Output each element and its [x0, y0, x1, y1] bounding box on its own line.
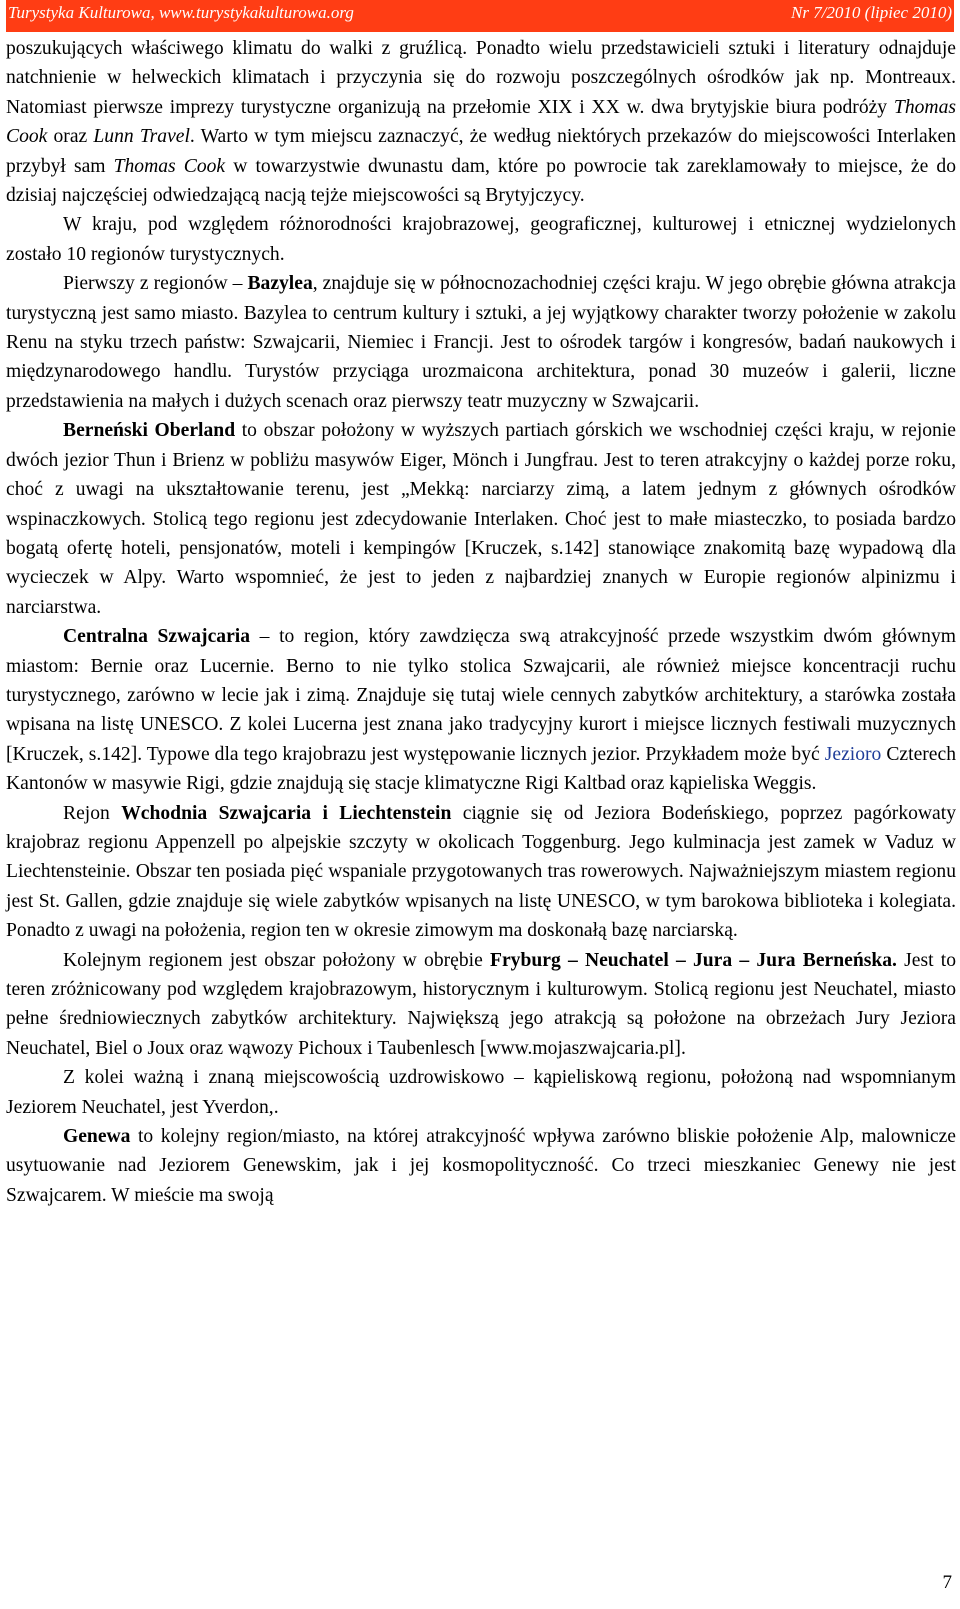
running-header [6, 0, 954, 31]
header-issue-number: Nr 7/2010 (lipiec 2010) [790, 3, 952, 22]
region-name-jura: Fryburg – Neuchatel – Jura – Jura Berneńska. [490, 949, 897, 971]
article-body [6, 34, 956, 1210]
paragraph-eastern: Rejon Wchodnia Szwajcaria i Liechtenstein ciągnie się od Jeziora Bodeńskiego, poprzez pagórkowaty krajobraz regionu Appenzell po alpejskie szczyty w okolicach Toggenburg. Jego kulminacja jest zamek w Vaduz w Liechtensteinie. Obszar ten posiada pięć wspaniale przygotowanych tras rowerowych. Najważniejszym miastem regionu jest St. Gallen, gdzie znajduje się wiele zabytków wpisanych na listę UNESCO, w tym barokowa biblioteka i kolegiata. Ponadto z uwagi na położenia, region ten w okresie zimowym ma doskonałą bazę narciarską. [6, 802, 956, 942]
paragraph-genewa: Genewa to kolejny region/miasto, na której atrakcyjność wpływa zarówno bliskie położenie Alp, malowniczе usytuowanie nad Jeziorem Genewskim, jak i jej kosmopolityczność. Co trzeci mieszkaniec Genewy nie jest Szwajcarem. W mieście ma swoją [6, 1126, 956, 1206]
paragraph-central: Centralna Szwajcaria – to region, który zawdzięcza swą atrakcyjność przede wszystkim dwóm głównym miastom: Bernie oraz Lucernie. Berno to nie tylko stolica Szwajcarii, ale również miejsce koncentracji ruchu turystycznego, zarówno w lecie jak i zimą. Znajduje się tutaj wiele cennych zabytków architektury, a starówka została wpisana na listę UNESCO. Z kolei Lucerna jest znana jako tradycyjny kurort i miejsce licznych festiwali muzycznych [Kruczek, s.142]. Typowe dla tego krajobrazu jest występowanie licznych jezior. Przykładem może być Jezioro Czterech Kantonów w masywie Rigi, gdzie znajdują się stacje klimatyczne Rigi Kaltbad oraz kąpieliska Weggis. [6, 626, 956, 795]
region-name-central: Centralna Szwajcaria [63, 626, 251, 648]
paragraph-regions-intro: W kraju, pod względem różnorodności krajobrazowej, geograficznej, kulturowej i etnicznej wydzielonych zostało 10 regionów turystycznych. [6, 214, 956, 265]
paragraph-history: poszukujących właściwego klimatu do walki z gruźlicą. Ponadto wielu przedstawicieli sztuki i literatury odnajduje natchnienie w helweckich klimatach i przyczynia się do rozwoju poszczególnych ośrodków jak np. Montreaux. Natomiast pierwsze imprezy turystyczne organizują na przełomie XIX i XX w. dwa brytyjskie biura podróży Thomas Cook oraz Lunn Travel. Warto w tym miejscu zaznaczyć, że według niektórych przekazów do miejscowości Interlaken przybył sam Thomas Cook w towarzystwie dwunastu dam, które po powrocie tak zareklamowały to miejsce, że do dzisiaj najczęściej odwiedzającą nacją tejże miejscowości są Brytyjczycy. [6, 38, 956, 207]
region-name-genewa: Genewa [63, 1126, 131, 1148]
paragraph-jura: Kolejnym regionem jest obszar położony w obrębie Fryburg – Neuchatel – Jura – Jura Berneńska. Jest to teren zróżnicowany pod względem krajobrazowym, historycznym i kulturowym. Stolicą regionu jest Neuchatel, miasto pełne średniowiecznych zabytków architektury. Największą jego atrakcją są położone na obrzeżach Jury Jeziora Neuchatel, Biel o Joux oraz wąwozy Pichoux i Taubenlesch [www.mojaszwajcaria.pl]. [6, 949, 957, 1059]
page-number: 7 [942, 1572, 952, 1593]
region-name-oberland: Berneński Oberland [63, 420, 236, 442]
paragraph-oberland: Berneński Oberland to obszar położony w wyższych partiach górskich we wschodniej części kraju, w rejonie dwóch jezior Thun i Brienz w pobliżu masywów Eiger, Mönch i Jungfrau. Jest to teren atrakcyjny o każdej porze roku, choć z uwagi na ukształtowanie terenu, jest „Mekką: narciarzy zimą, a latem jednym z głównych ośrodków wspinaczkowych. Stolicą tego regionu jest zdecydowanie Interlaken. Choć jest to małe miasteczko, to posiada bardzo bogatą ofertę hoteli, pensjonatów, moteli i kempingów [Kruczek, s.142] stanowiące znakomitą bazę wypadową dla wycieczek w Alpy. Warto wspomnieć, że jest to jeden z najbardziej znanych w Europie regionów alpinizmu i narciarstwa. [6, 420, 956, 618]
header-journal-title: Turystyka Kulturowa, www.turystykakulturowa.org [8, 3, 354, 22]
paragraph-yverdon: Z kolei ważną i znaną miejscowością uzdrowiskowo – kąpieliskową regionu, położoną nad wspomnianym Jeziorem Neuchatel, jest Yverdon,. [6, 1067, 956, 1118]
header-rule [6, 31, 954, 32]
region-name-eastern: Wchodnia Szwajcaria i Liechtenstein [121, 802, 452, 824]
region-name-bazylea: Bazylea [247, 273, 313, 295]
link-jezioro[interactable]: Jezioro [824, 743, 882, 765]
paragraph-bazylea: Pierwszy z regionów – Bazylea, znajduje się w północnozachodniej części kraju. W jego obrębie główna atrakcja turystyczną jest samo miasto. Bazylea to centrum kultury i sztuki, a jej wyjątkowy charakter tworzy położenie w zakolu Renu na styku trzech państw: Szwajcarii, Niemiec i Francji. Jest to ośrodek targów i kongresów, badań naukowych i międzynarodowego handlu. Turystów przyciąga urozmaicona architektura, ponad 30 muzeów i galerii, liczne przedstawienia na małych i dużych scenach oraz pierwszy teatr muzyczny w Szwajcarii. [6, 273, 957, 412]
